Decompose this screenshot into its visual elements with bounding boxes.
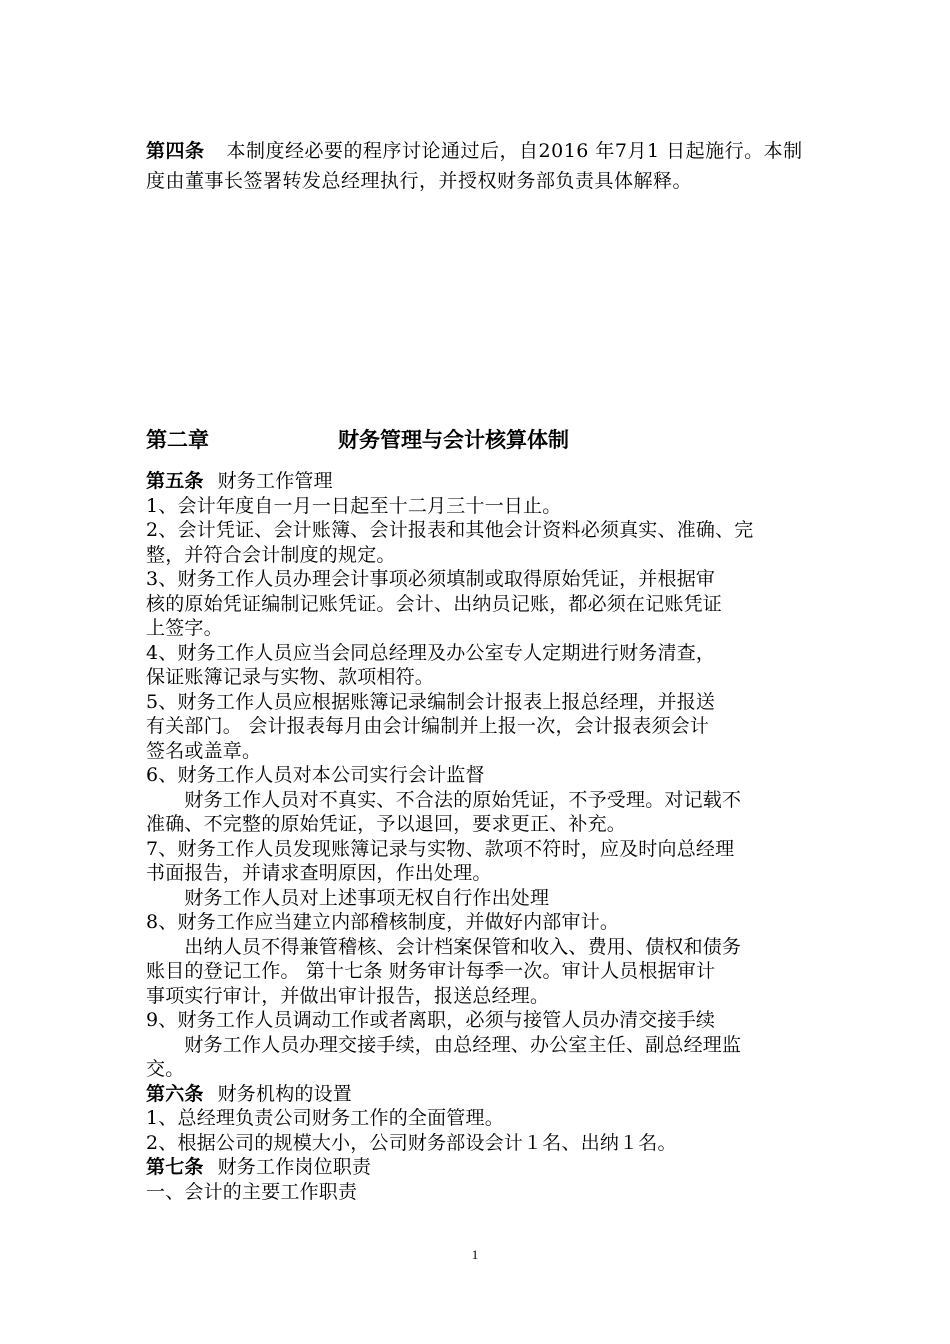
article5-title: 财务工作管理 bbox=[217, 470, 333, 492]
article5-line: 准确、不完整的原始凭证，予以退回，要求更正、补充。 bbox=[146, 813, 627, 835]
article5-line: 保证账簿记录与实物、款项相符。 bbox=[146, 666, 435, 688]
article5-line: 书面报告，并请求查明原因，作出处理。 bbox=[146, 862, 492, 884]
chapter-2-title: 财务管理与会计核算体制 bbox=[338, 427, 569, 452]
article5-line: 出纳人员不得兼管稽核、会计档案保管和收入、费用、债权和债务 bbox=[146, 935, 742, 958]
article5-line: 7、财务工作人员发现账簿记录与实物、款项不符时，应及时向总经理 bbox=[146, 837, 735, 860]
article5-line: 8、财务工作应当建立内部稽核制度，并做好内部审计。 bbox=[146, 911, 620, 933]
article5-line: 6、财务工作人员对本公司实行会计监督 bbox=[146, 764, 485, 786]
article5-line: 财务工作人员对不真实、不合法的原始凭证，不予受理。对记载不 bbox=[146, 788, 742, 811]
article6-line: 2、根据公司的规模大小，公司财务部设会计１名、出纳１名。 bbox=[146, 1131, 677, 1154]
article5-line: 2、会计凭证、会计账簿、会计报表和其他会计资料必须真实、准确、完 bbox=[146, 519, 754, 541]
article5-line: 上签字。 bbox=[146, 617, 223, 639]
article7-label: 第七条 bbox=[146, 1156, 204, 1178]
article7-line: 一、会计的主要工作职责 bbox=[146, 1180, 358, 1203]
article5-line: 整，并符合会计制度的规定。 bbox=[146, 543, 396, 566]
chapter-2-label: 第二章 bbox=[146, 427, 209, 452]
article7-heading bbox=[146, 1155, 816, 1179]
article5-line: 4、财务工作人员应当会同总经理及办公室专人定期进行财务清查， bbox=[146, 641, 716, 664]
article5-line: 3、财务工作人员办理会计事项必须填制或取得原始凭证，并根据审 bbox=[146, 568, 716, 590]
page-number: 1 bbox=[471, 1247, 479, 1262]
article5-line: 账目的登记工作。 第十七条 财务审计每季一次。审计人员根据审计 bbox=[146, 960, 716, 982]
article5-line: 财务工作人员办理交接手续，由总经理、办公室主任、副总经理监 bbox=[146, 1033, 742, 1056]
article5-line: 事项实行审计，并做出审计报告，报送总经理。 bbox=[146, 984, 550, 1007]
article6-label: 第六条 bbox=[146, 1082, 204, 1105]
article5-label: 第五条 bbox=[146, 470, 204, 492]
article5-line: 1、会计年度自一月一日起至十二月三十一日止。 bbox=[146, 494, 562, 517]
article5-line: 5、财务工作人员应根据账簿记录编制会计报表上报总经理，并报送 bbox=[146, 690, 716, 713]
article5-line: 财务工作人员对上述事项无权自行作出处理 bbox=[146, 886, 550, 909]
article7-title: 财务工作岗位职责 bbox=[217, 1156, 372, 1178]
article5-line: 核的原始凭证编制记账凭证。会计、出纳员记账，都必须在记账凭证 bbox=[146, 592, 723, 615]
article-4-text: 本制度经必要的程序讨论通过后，自2016 年7月1 日起施行。本制度由董事长签署转发总经理执行，并授权财务部负责具体解释。 bbox=[146, 140, 803, 192]
article5-line: 交。 bbox=[146, 1058, 185, 1080]
chapter-2-heading bbox=[146, 424, 569, 454]
article5-line: 签名或盖章。 bbox=[146, 739, 262, 762]
article-4-label: 第四条 bbox=[146, 140, 205, 162]
article5-heading bbox=[146, 469, 816, 493]
article6-title: 财务机构的设置 bbox=[217, 1082, 353, 1105]
article6-heading bbox=[146, 1082, 816, 1106]
article5-line: 9、财务工作人员调动工作或者离职，必须与接管人员办清交接手续 bbox=[146, 1009, 716, 1031]
article-4 bbox=[146, 136, 816, 196]
article6-line: 1、总经理负责公司财务工作的全面管理。 bbox=[146, 1107, 504, 1129]
article5-line: 有关部门。 会计报表每月由会计编制并上报一次，会计报表须会计 bbox=[146, 715, 710, 737]
